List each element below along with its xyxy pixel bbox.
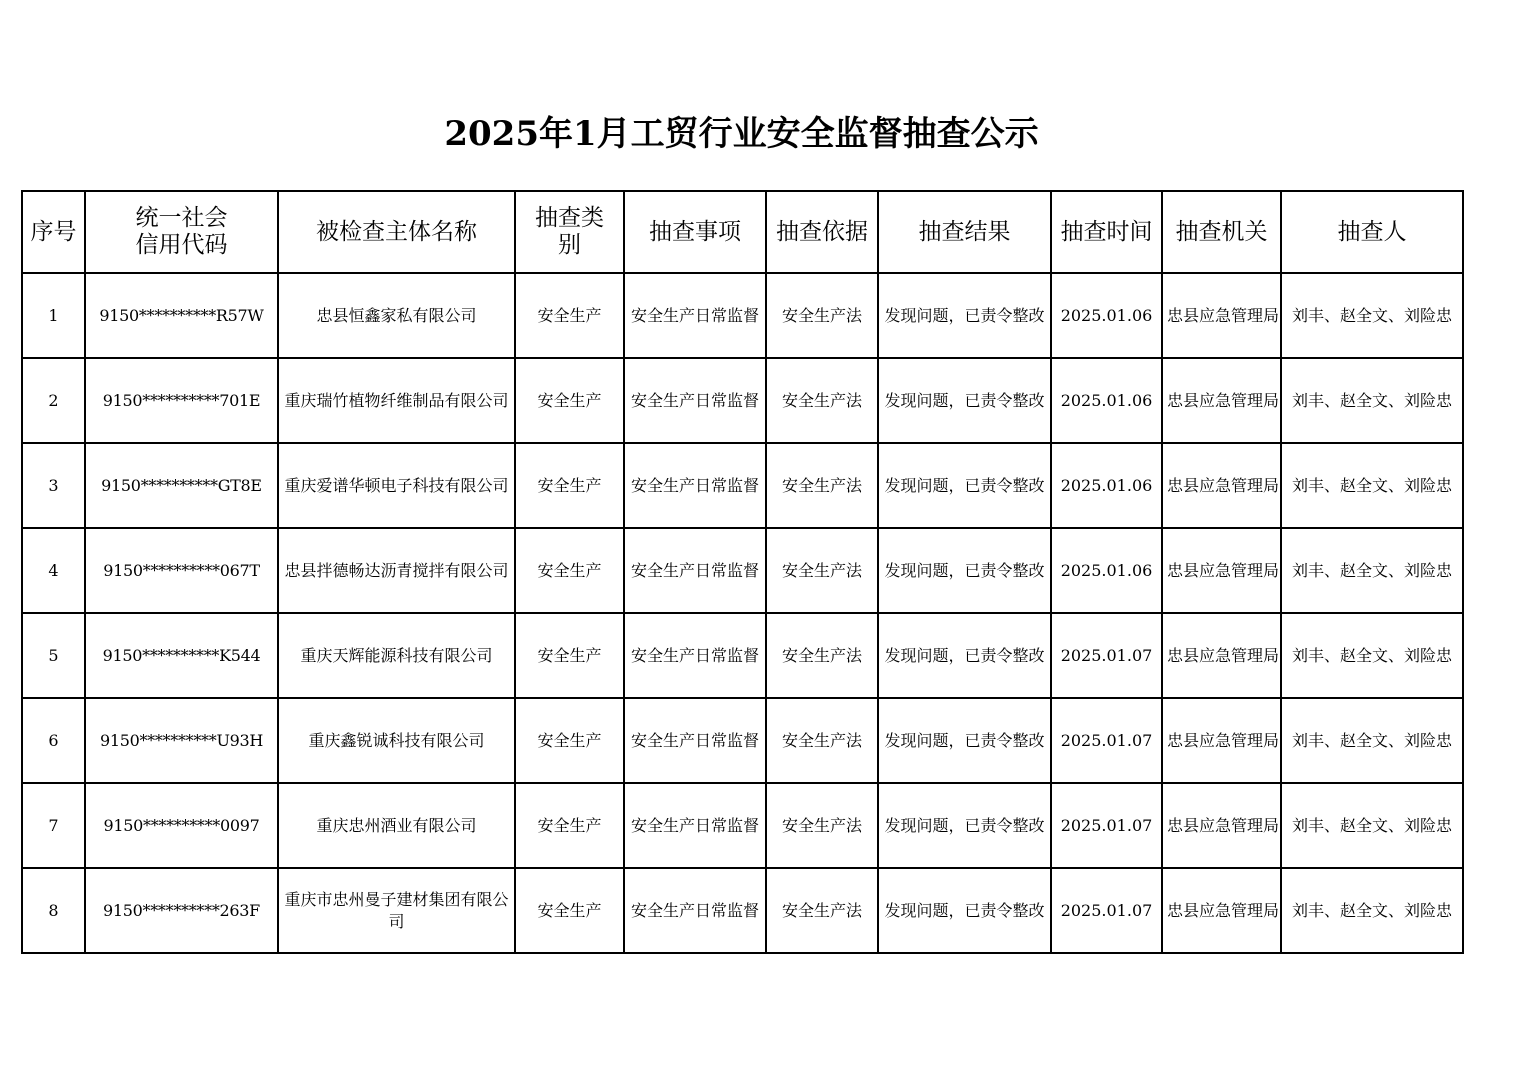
cell-time: 2025.01.07 — [1051, 698, 1162, 783]
cell-credit-code: 9150**********GT8E — [85, 443, 278, 528]
cell-category: 安全生产 — [515, 868, 624, 953]
table-header-row — [22, 191, 1463, 273]
cell-seq: 2 — [22, 358, 85, 443]
cell-item: 安全生产日常监督 — [624, 783, 766, 868]
cell-basis: 安全生产法 — [766, 783, 878, 868]
header-result: 抽查结果 — [878, 191, 1051, 273]
table-row — [22, 783, 1463, 868]
page-title: 2025年1月工贸行业安全监督抽查公示 — [444, 114, 1039, 154]
cell-category: 安全生产 — [515, 528, 624, 613]
cell-seq: 1 — [22, 273, 85, 358]
header-item: 抽查事项 — [624, 191, 766, 273]
cell-item: 安全生产日常监督 — [624, 698, 766, 783]
cell-inspector: 刘丰、赵全文、刘险忠 — [1281, 273, 1463, 358]
cell-authority: 忠县应急管理局 — [1162, 443, 1281, 528]
cell-basis: 安全生产法 — [766, 613, 878, 698]
header-time: 抽查时间 — [1051, 191, 1162, 273]
cell-basis: 安全生产法 — [766, 273, 878, 358]
table-row — [22, 868, 1463, 953]
cell-item: 安全生产日常监督 — [624, 358, 766, 443]
inspection-table — [21, 190, 1464, 954]
cell-seq: 5 — [22, 613, 85, 698]
cell-authority: 忠县应急管理局 — [1162, 868, 1281, 953]
cell-credit-code: 9150**********701E — [85, 358, 278, 443]
cell-seq: 4 — [22, 528, 85, 613]
cell-basis: 安全生产法 — [766, 698, 878, 783]
cell-time: 2025.01.06 — [1051, 443, 1162, 528]
cell-authority: 忠县应急管理局 — [1162, 528, 1281, 613]
cell-credit-code: 9150**********067T — [85, 528, 278, 613]
cell-category: 安全生产 — [515, 443, 624, 528]
cell-category: 安全生产 — [515, 358, 624, 443]
cell-entity-name: 忠县恒鑫家私有限公司 — [278, 273, 515, 358]
table-row — [22, 273, 1463, 358]
header-basis: 抽查依据 — [766, 191, 878, 273]
table-row — [22, 613, 1463, 698]
cell-seq: 6 — [22, 698, 85, 783]
cell-basis: 安全生产法 — [766, 528, 878, 613]
cell-credit-code: 9150**********K544 — [85, 613, 278, 698]
cell-item: 安全生产日常监督 — [624, 273, 766, 358]
cell-entity-name: 忠县拌德畅达沥青搅拌有限公司 — [278, 528, 515, 613]
cell-result: 发现问题，已责令整改 — [878, 443, 1051, 528]
cell-result: 发现问题，已责令整改 — [878, 358, 1051, 443]
cell-time: 2025.01.06 — [1051, 358, 1162, 443]
cell-credit-code: 9150**********263F — [85, 868, 278, 953]
header-seq: 序号 — [22, 191, 85, 273]
cell-seq: 7 — [22, 783, 85, 868]
cell-time: 2025.01.06 — [1051, 273, 1162, 358]
cell-time: 2025.01.07 — [1051, 783, 1162, 868]
cell-category: 安全生产 — [515, 613, 624, 698]
cell-item: 安全生产日常监督 — [624, 528, 766, 613]
cell-entity-name: 重庆爱谱华顿电子科技有限公司 — [278, 443, 515, 528]
cell-inspector: 刘丰、赵全文、刘险忠 — [1281, 868, 1463, 953]
cell-entity-name: 重庆忠州酒业有限公司 — [278, 783, 515, 868]
cell-time: 2025.01.07 — [1051, 613, 1162, 698]
cell-seq: 3 — [22, 443, 85, 528]
cell-entity-name: 重庆天辉能源科技有限公司 — [278, 613, 515, 698]
header-entity-name: 被检查主体名称 — [278, 191, 515, 273]
table-row — [22, 698, 1463, 783]
cell-inspector: 刘丰、赵全文、刘险忠 — [1281, 443, 1463, 528]
cell-authority: 忠县应急管理局 — [1162, 783, 1281, 868]
cell-entity-name: 重庆瑞竹植物纤维制品有限公司 — [278, 358, 515, 443]
cell-category: 安全生产 — [515, 273, 624, 358]
cell-credit-code: 9150**********U93H — [85, 698, 278, 783]
cell-entity-name: 重庆市忠州曼子建材集团有限公司 — [278, 868, 515, 953]
cell-basis: 安全生产法 — [766, 868, 878, 953]
table-row — [22, 443, 1463, 528]
cell-inspector: 刘丰、赵全文、刘险忠 — [1281, 698, 1463, 783]
cell-category: 安全生产 — [515, 783, 624, 868]
cell-time: 2025.01.06 — [1051, 528, 1162, 613]
cell-result: 发现问题，已责令整改 — [878, 698, 1051, 783]
cell-item: 安全生产日常监督 — [624, 443, 766, 528]
cell-inspector: 刘丰、赵全文、刘险忠 — [1281, 358, 1463, 443]
cell-category: 安全生产 — [515, 698, 624, 783]
cell-inspector: 刘丰、赵全文、刘险忠 — [1281, 528, 1463, 613]
cell-authority: 忠县应急管理局 — [1162, 613, 1281, 698]
cell-authority: 忠县应急管理局 — [1162, 273, 1281, 358]
header-credit-code-line1: 统一社会 — [135, 205, 228, 231]
table-row — [22, 358, 1463, 443]
cell-result: 发现问题，已责令整改 — [878, 783, 1051, 868]
cell-seq: 8 — [22, 868, 85, 953]
header-credit-code-line2: 信用代码 — [135, 232, 228, 258]
cell-result: 发现问题，已责令整改 — [878, 528, 1051, 613]
table-row — [22, 528, 1463, 613]
cell-inspector: 刘丰、赵全文、刘险忠 — [1281, 613, 1463, 698]
header-category — [515, 191, 624, 273]
header-inspector: 抽查人 — [1281, 191, 1463, 273]
header-category-line1: 抽查类 — [535, 205, 604, 231]
cell-credit-code: 9150**********R57W — [85, 273, 278, 358]
cell-basis: 安全生产法 — [766, 443, 878, 528]
cell-result: 发现问题，已责令整改 — [878, 868, 1051, 953]
cell-entity-name: 重庆鑫锐诚科技有限公司 — [278, 698, 515, 783]
cell-result: 发现问题，已责令整改 — [878, 613, 1051, 698]
header-authority: 抽查机关 — [1162, 191, 1281, 273]
cell-time: 2025.01.07 — [1051, 868, 1162, 953]
cell-authority: 忠县应急管理局 — [1162, 698, 1281, 783]
cell-result: 发现问题，已责令整改 — [878, 273, 1051, 358]
header-credit-code — [85, 191, 278, 273]
cell-credit-code: 9150**********0097 — [85, 783, 278, 868]
cell-basis: 安全生产法 — [766, 358, 878, 443]
cell-item: 安全生产日常监督 — [624, 868, 766, 953]
cell-authority: 忠县应急管理局 — [1162, 358, 1281, 443]
cell-item: 安全生产日常监督 — [624, 613, 766, 698]
header-category-line2: 别 — [558, 232, 581, 258]
cell-inspector: 刘丰、赵全文、刘险忠 — [1281, 783, 1463, 868]
